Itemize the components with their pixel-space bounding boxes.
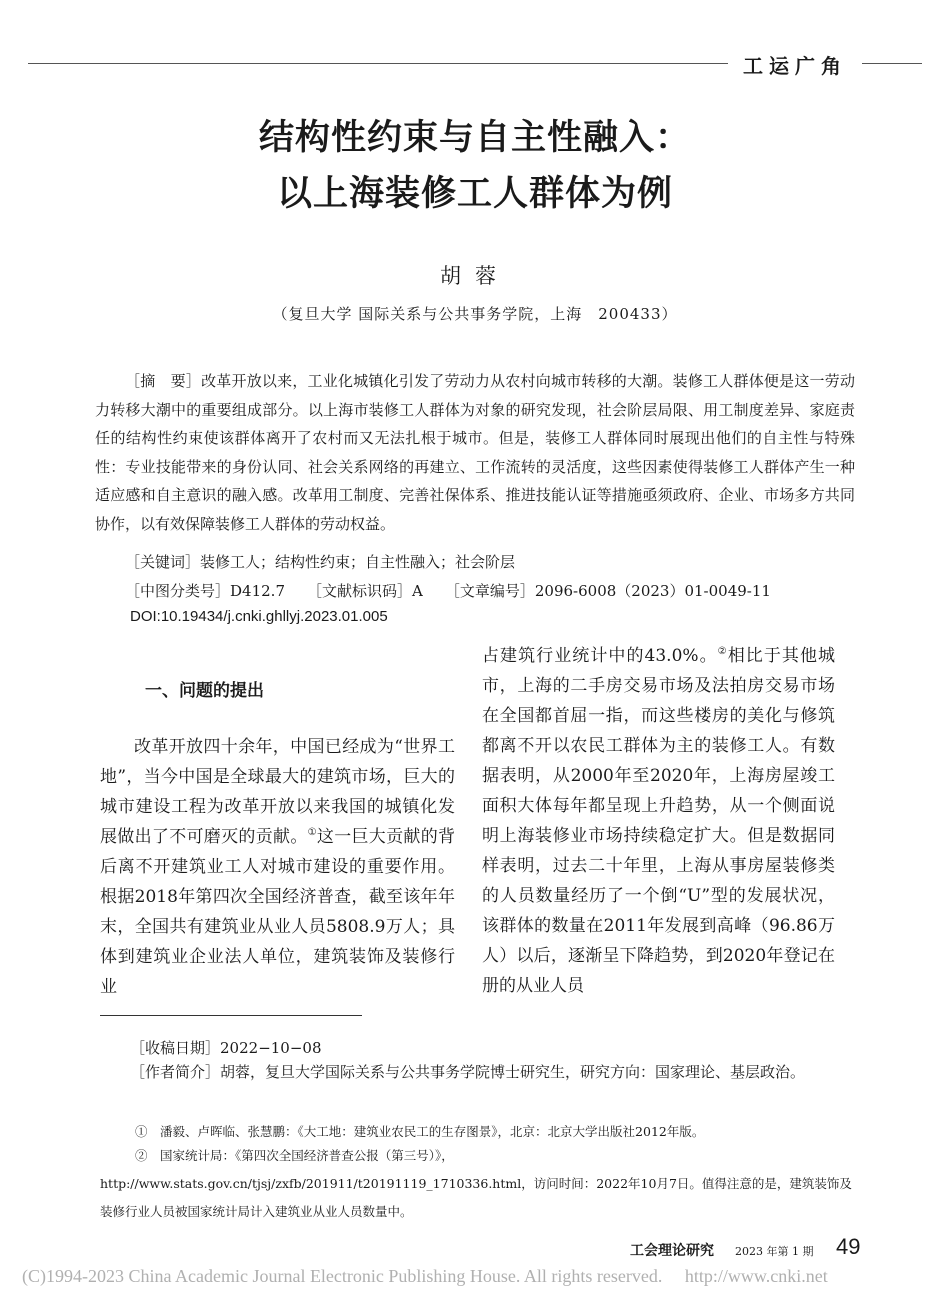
classification-line [125,580,771,601]
header-rule-right [862,63,922,64]
footnote-ref-2[interactable]: ② [717,646,728,657]
body-text: 改革开放四十余年，中国已经成为“世界工地”，当今中国是全球最大的建筑市场，巨大的城市建设工程为改革开放以来我国的城镇化发展做出了不可磨灭的贡献。 [100,737,455,847]
footnote-mark: ② [135,1148,148,1163]
abstract-text: 改革开放以来，工业化城镇化引发了劳动力从农村向城市转移的大潮。装修工人群体便是这一劳动力转移大潮中的重要组成部分。以上海市装修工人群体为对象的研究发现，社会阶层局限、用工制度差异、家庭责任的结构性约束使该群体离开了农村而又无法扎根于城市。但是，装修工人群体同时展现出他们的自主性与特殊性：专业技能带来的身份认同、社会关系网络的再建立、工作流转的灵活度，这些因素使得装修工人群体产生一种适应感和自主意识的融入感。改革用工制度、完善社保体系、推进技能认证等措施亟须政府、企业、市场多方共同协作，以有效保障装修工人群体的劳动权益。 [95,372,855,533]
doi: DOI:10.19434/j.cnki.ghllyj.2023.01.005 [130,608,388,625]
column-label: 工运广角 [743,54,847,78]
keywords-label: ［关键词］ [125,553,201,571]
clc-value: D412.7 [230,582,285,600]
author-affiliation: （复旦大学 国际关系与公共事务学院，上海 200433） [272,305,678,323]
abstract [95,367,855,538]
body-right-column [482,641,835,1001]
footnote-text: 国家统计局：《第四次全国经济普查公报（第三号）》，http://www.stats.gov.cn/tjsj/zxfb/201911/t20191119_1710336.html，访问时间：2022年10月7日。值得注意的是，建筑装饰及装修行业人员被国家统计局计入建筑业从业人员数量中。 [100,1148,852,1219]
author-bio-text: 胡蓉，复旦大学国际关系与公共事务学院博士研究生，研究方向：国家理论、基层政治。 [220,1063,806,1081]
author-name: 胡蓉 [440,264,510,288]
page-number: 49 [836,1234,861,1259]
footnote-2 [100,1142,860,1226]
body-text: 占建筑行业统计中的43.0%。 [482,646,718,666]
keywords [125,551,515,572]
copyright-watermark: (C)1994-2023 China Academic Journal Electronic Publishing House. All rights reserved. http://www.cnki.net [22,1266,828,1286]
article-no-value: 2096-6008（2023）01-0049-11 [534,582,771,600]
section-heading: 一、问题的提出 [145,681,264,701]
article-title-line1: 结构性约束与自主性融入： [258,118,691,158]
received-label: ［收稿日期］ [130,1039,221,1057]
body-text: 这一巨大贡献的背后离不开建筑业工人对城市建设的重要作用。根据2018年第四次全国经济普查，截至该年年末，全国共有建筑业从业人员5808.9万人；具体到建筑业企业法人单位，建筑装饰及装修行业 [100,827,456,997]
body-left-column [100,732,455,1002]
article-title-line2: 以上海装修工人群体为例 [276,174,673,214]
doc-code-label: ［文献标识码］ [306,582,412,600]
journal-name: 工会理论研究 [630,1243,714,1259]
author-bio-label: ［作者简介］ [130,1063,221,1081]
received-value: 2022−10−08 [220,1039,322,1057]
footnote-text: 潘毅、卢晖临、张慧鹏：《大工地：建筑业农民工的生存图景》，北京：北京大学出版社2012年版。 [160,1124,705,1139]
footnote-ref-1[interactable]: ① [307,827,317,838]
keywords-text: 装修工人；结构性约束；自主性融入；社会阶层 [200,553,516,571]
author-bio [100,1059,835,1086]
header-rule-left [28,63,728,64]
article-no-label: ［文章编号］ [444,582,535,600]
abstract-label: ［摘 要］ [125,372,202,390]
footnote-mark: ① [135,1124,148,1139]
footnote-divider [100,1015,362,1016]
body-text: 相比于其他城市，上海的二手房交易市场及法拍房交易市场在全国都首屈一指，而这些楼房的美化与修筑都离不开以农民工群体为主的装修工人。有数据表明，从2000年至2020年，上海房屋竣工面积大体每年都呈现上升趋势，从一个侧面说明上海装修业市场持续稳定扩大。但是数据同样表明，过去二十年里，上海从事房屋装修类的人员数量经历了一个倒“U”型的发展状况，该群体的数量在2011年发展到高峰（96.86万人）以后，逐渐呈下降趋势，到2020年登记在册的从业人员 [482,646,836,996]
received-date [130,1037,322,1058]
doc-code-value: A [412,582,423,600]
issue-info: 2023 年第 1 期 [735,1245,814,1258]
clc-label: ［中图分类号］ [125,582,231,600]
